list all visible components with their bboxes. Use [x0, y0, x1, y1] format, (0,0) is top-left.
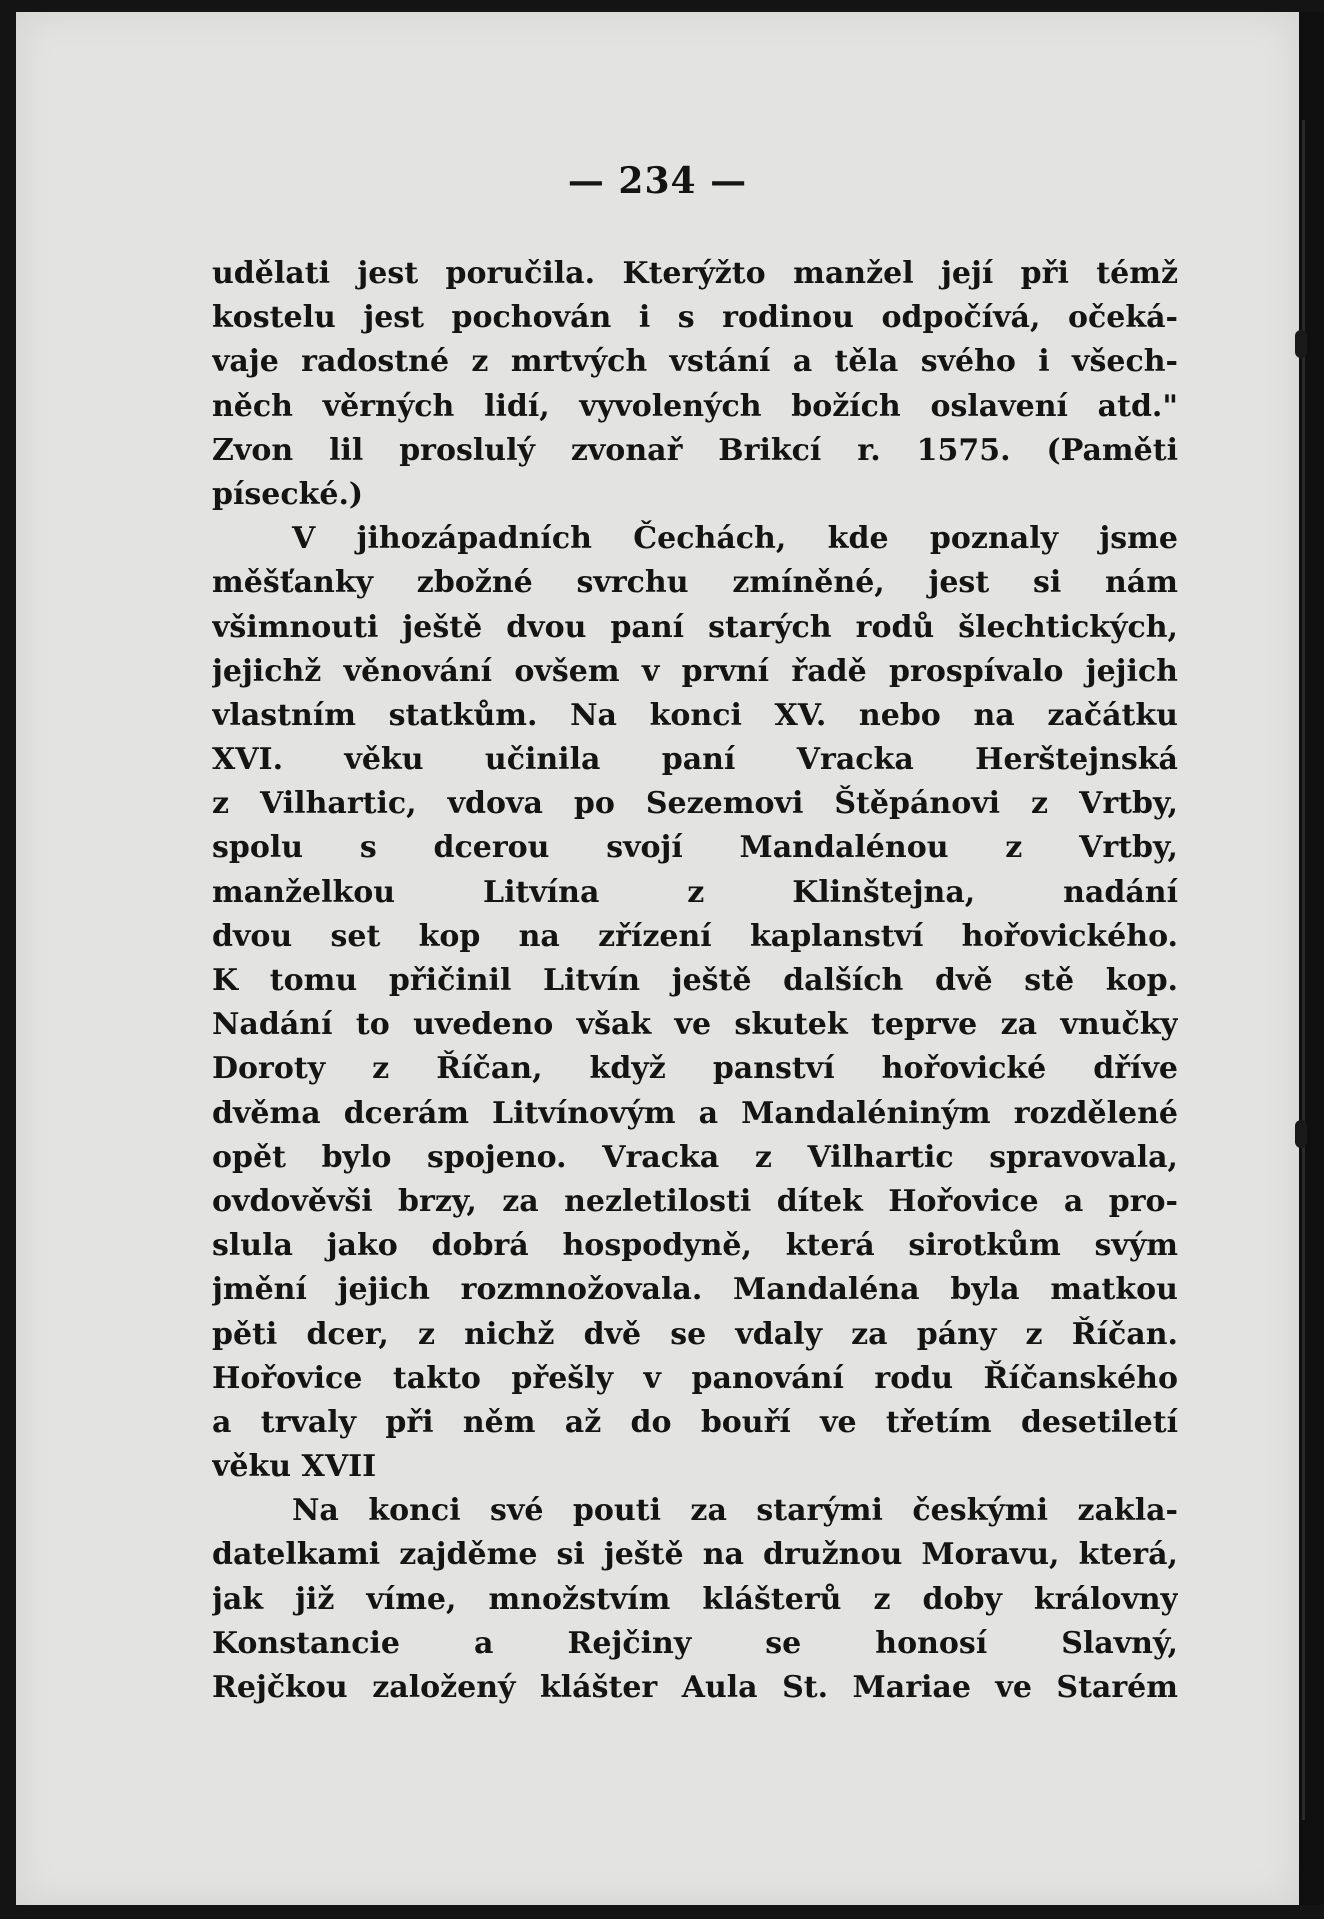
- text-line: Rejčkou založený klášter Aula St. Mariae ve Starém: [212, 1670, 1178, 1705]
- binding-mark: [1295, 330, 1307, 358]
- text-line: kostelu jest pochován i s rodinou odpočívá, očeká-: [212, 300, 1178, 336]
- text-line: věku XVII: [212, 1449, 377, 1485]
- text-line: slula jako dobrá hospodyně, která sirotkům svým: [212, 1228, 1178, 1264]
- text-line: všimnouti ještě dvou paní starých rodů šlechtických,: [212, 609, 1178, 645]
- text-line: Nadání to uvedeno však ve skutek teprve za vnučky: [212, 1007, 1178, 1043]
- body-text: [212, 252, 1178, 1710]
- text-line: vaje radostné z mrtvých vstání a těla svého i všech-: [212, 344, 1178, 380]
- text-line: Hořovice takto přešly v panování rodu Říčanského: [212, 1360, 1178, 1396]
- book-page: [16, 12, 1299, 1905]
- text-line: udělati jest poručila. Kterýžto manžel její při témž: [212, 256, 1178, 291]
- text-line: z Vilhartic, vdova po Sezemovi Štěpánovi z Vrtby,: [212, 786, 1178, 822]
- text-line: jak již víme, množstvím klášterů z doby královny: [212, 1581, 1178, 1617]
- text-line: vlastním statkům. Na konci XV. nebo na začátku: [212, 697, 1178, 733]
- text-line: dvou set kop na zřízení kaplanství hořovického.: [212, 918, 1178, 954]
- text-line: Na konci své pouti za starými českými zakla-: [292, 1493, 1178, 1529]
- text-line: měšťanky zbožné svrchu zmíněné, jest si nám: [212, 565, 1178, 601]
- binding-mark: [1295, 1120, 1307, 1148]
- text-line: datelkami zajděme si ještě na družnou Moravu, která,: [212, 1537, 1178, 1573]
- text-line: Zvon lil proslulý zvonař Brikcí r. 1575. (Paměti: [212, 432, 1178, 468]
- binding-line: [1302, 120, 1305, 1820]
- text-line: dvěma dcerám Litvínovým a Mandaléniným rozdělené: [212, 1095, 1178, 1131]
- text-line: Konstancie a Rejčiny se honosí Slavný,: [212, 1625, 1178, 1661]
- text-line: jmění jejich rozmnožovala. Mandaléna byla matkou: [212, 1272, 1178, 1308]
- page-number: — 234 —: [567, 160, 748, 202]
- text-line: písecké.): [212, 476, 364, 512]
- text-line: něch věrných lidí, vyvolených božích oslavení atd.": [212, 388, 1178, 424]
- text-line: opět bylo spojeno. Vracka z Vilhartic spravovala,: [212, 1139, 1178, 1175]
- text-line: Doroty z Říčan, když panství hořovické dříve: [212, 1051, 1178, 1087]
- text-line: XVI. věku učinila paní Vracka Herštejnská: [212, 742, 1178, 778]
- text-line: jejichž věnování ovšem v první řadě prospívalo jejich: [212, 653, 1178, 689]
- text-line: pěti dcer, z nichž dvě se vdaly za pány z Říčan.: [212, 1316, 1178, 1352]
- text-line: a trvaly při něm až do bouří ve třetím desetiletí: [212, 1404, 1178, 1440]
- text-line: K tomu přičinil Litvín ještě dalších dvě stě kop.: [212, 963, 1178, 998]
- text-line: V jihozápadních Čechách, kde poznaly jsme: [292, 521, 1178, 557]
- text-line: spolu s dcerou svojí Mandalénou z Vrtby,: [212, 830, 1178, 866]
- text-line: manželkou Litvína z Klinštejna, nadání: [212, 874, 1178, 910]
- text-line: ovdověvši brzy, za nezletilosti dítek Hořovice a pro-: [212, 1183, 1178, 1219]
